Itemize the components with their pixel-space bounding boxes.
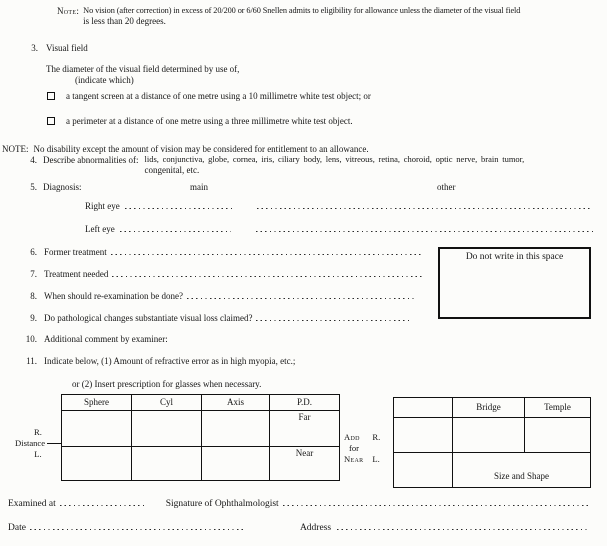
rx-cell-r-cyl <box>132 411 202 447</box>
item-4-text-line2: congenital, etc. <box>144 164 200 175</box>
do-not-write-box <box>438 247 591 319</box>
examined-at-label: Examined at <box>8 499 56 509</box>
option-tangent-screen <box>47 91 371 101</box>
rx-cell-pd-far: Far <box>270 411 340 447</box>
diagnosis-right-eye-row <box>85 201 593 211</box>
item-7 <box>25 269 422 279</box>
item-11-line2: or (2) Insert prescription for glasses when necessary. <box>72 379 262 389</box>
address-field <box>337 526 590 530</box>
add-near-l-label: L. <box>372 454 380 464</box>
rx-header-pd: P.D. <box>270 395 340 411</box>
note-text <box>83 6 520 26</box>
frame-cell-bridge <box>453 418 525 453</box>
item-5-number: 5. <box>30 182 37 192</box>
rx-header-axis: Axis <box>202 395 270 411</box>
item-9 <box>25 313 410 323</box>
rx-cell-pd-near: Near <box>270 447 340 481</box>
option-tangent-screen-label: a tangent screen at a distance of one metre using a 10 millimetre white test object; or <box>66 91 371 101</box>
rx-cell-l-cyl <box>132 447 202 481</box>
item-4-label: Describe abnormalities of: <box>43 155 139 165</box>
visual-field-indicate: (indicate which) <box>75 75 134 85</box>
item-6-number: 6. <box>30 247 37 257</box>
right-eye-main-field <box>125 205 232 209</box>
rx-cell-l-axis <box>202 447 270 481</box>
item-9-label: Do pathological changes substantiate visual loss claimed? <box>44 313 253 323</box>
examined-at-field <box>60 502 144 506</box>
right-eye-other-field <box>257 205 593 209</box>
left-eye-main-field <box>120 228 231 232</box>
note2-text: No disability except the amount of vision may be considered for entitlement to an allowance. <box>33 144 369 154</box>
rx-header-sphere: Sphere <box>62 395 132 411</box>
add-for-near-text <box>344 432 363 465</box>
signature-label: Signature of Ophthalmologist <box>165 499 279 509</box>
item-4 <box>25 155 524 175</box>
item-6-label: Former treatment <box>44 247 107 257</box>
note-vision <box>57 6 520 26</box>
frame-cell-temple <box>525 418 591 453</box>
distance-label-text: Distance <box>15 438 46 448</box>
item-10-number: 10. <box>25 334 37 344</box>
diagnosis-main-header: main <box>190 182 208 192</box>
date-field <box>30 526 244 530</box>
visual-field-intro: The diameter of the visual field determined by use of, <box>46 64 240 74</box>
item-11 <box>21 356 295 366</box>
frame-cell-add-l <box>394 453 453 488</box>
item-11-number: 11. <box>26 356 37 366</box>
footer-row-1 <box>8 499 590 510</box>
right-eye-label: Right eye <box>85 201 120 211</box>
note2-label: NOTE: <box>2 144 29 154</box>
diagnosis-other-header: other <box>437 182 456 192</box>
item-3 <box>29 43 88 53</box>
date-label: Date <box>8 523 26 533</box>
frame-header-temple: Temple <box>525 398 591 418</box>
note-text-line1: No vision (after correction) in excess of 20/200 or 6/60 Snellen admits to eligibility for allowance unless the diameter of the visual field <box>83 6 521 15</box>
frame-cell-add-header <box>394 398 453 418</box>
tangent-screen-checkbox[interactable] <box>47 92 55 100</box>
item-8 <box>25 291 417 301</box>
frame-header-bridge: Bridge <box>453 398 525 418</box>
item-6-field <box>111 251 422 255</box>
distance-l-label: L. <box>34 449 42 459</box>
item-4-number: 4. <box>30 155 37 165</box>
item-10 <box>21 334 168 344</box>
item-11-line1: Indicate below, (1) Amount of refractive error as in high myopia, etc.; <box>44 356 296 366</box>
item-3-title: Visual field <box>46 43 88 53</box>
item-7-number: 7. <box>30 269 37 279</box>
item-10-label: Additional comment by examiner: <box>44 334 168 344</box>
diagnosis-left-eye-row <box>85 224 593 234</box>
item-6 <box>25 247 422 257</box>
footer-row-2 <box>8 523 590 534</box>
add-label: Add <box>344 432 360 442</box>
rx-header-cyl: Cyl <box>132 395 202 411</box>
rx-cell-r-sphere <box>62 411 132 447</box>
item-4-text-line1: lids, conjunctiva, globe, cornea, iris, ciliary body, lens, vitreous, retina, choroid, optic nerve, brain tumor, <box>144 154 525 164</box>
left-eye-other-field <box>256 228 593 232</box>
distance-row-labels <box>15 427 61 460</box>
item-9-field <box>256 317 410 321</box>
add-for-near-labels <box>344 432 380 465</box>
do-not-write-label: Do not write in this space <box>465 252 564 262</box>
distance-r-label: R. <box>34 427 42 437</box>
frame-size-and-shape: Size and Shape <box>453 453 591 488</box>
option-perimeter-label: a perimeter at a distance of one metre using a three millimetre white test object. <box>66 116 353 126</box>
add-near-r-label: R. <box>372 432 381 442</box>
item-9-number: 9. <box>30 313 37 323</box>
distance-label <box>15 438 61 449</box>
perimeter-checkbox[interactable] <box>47 117 55 125</box>
note-disability <box>2 144 369 154</box>
item-8-number: 8. <box>30 291 37 301</box>
item-8-field <box>187 295 417 299</box>
for-label: for <box>349 443 360 453</box>
item-4-text <box>144 155 524 175</box>
option-perimeter <box>47 116 353 126</box>
rx-cell-r-axis <box>202 411 270 447</box>
note-label: Note: <box>57 6 80 16</box>
frame-cell-add-r <box>394 418 453 453</box>
item-7-field <box>112 273 422 277</box>
item-5-label: Diagnosis: <box>43 182 82 192</box>
item-7-label: Treatment needed <box>44 269 109 279</box>
near-label: Near <box>344 454 364 464</box>
signature-field <box>283 502 590 506</box>
item-8-label: When should re-examination be done? <box>44 291 183 301</box>
distance-connector-line <box>47 443 61 444</box>
note-text-line2: is less than 20 degrees. <box>83 15 166 26</box>
address-label: Address <box>299 523 332 533</box>
rx-cell-l-sphere <box>62 447 132 481</box>
frame-table <box>393 397 591 488</box>
left-eye-label: Left eye <box>85 224 115 234</box>
prescription-table <box>61 394 340 481</box>
add-for-near-eyes <box>372 432 380 465</box>
item-3-number: 3. <box>31 43 38 53</box>
